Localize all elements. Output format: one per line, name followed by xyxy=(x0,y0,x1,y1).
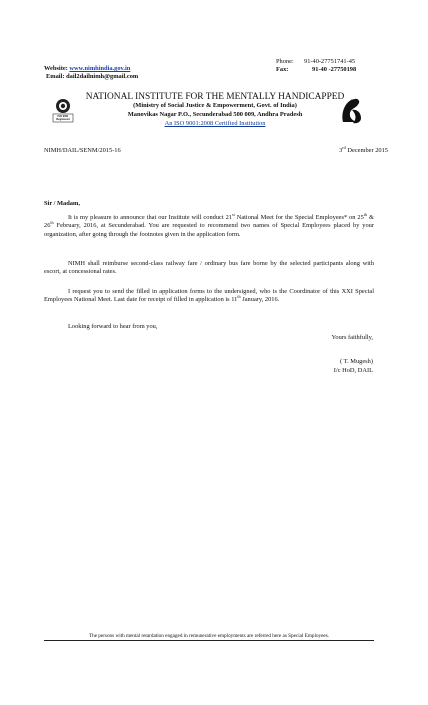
paragraph-2: NIMH shall reimburse second-class railway fare / ordinary bus fare borne by the selected participants along with escort, at concessional rates. xyxy=(44,260,374,276)
p1-b: National Meet for the Special Employees* on 25 xyxy=(234,214,364,221)
email-value: dail2dailnimh@gmail.com xyxy=(66,73,139,80)
date-suffix: rd xyxy=(342,144,346,150)
ministry-line: (Ministry of Social Justice & Empowerment, Govt. of India) xyxy=(133,102,297,109)
contact-block-left xyxy=(44,65,244,81)
phone-value: 91-40-27751741-45 xyxy=(304,58,356,65)
footnote: The persons with mental retardation engaged in remunerative employments are referred here as Special Employees. xyxy=(88,633,330,639)
paragraph-3 xyxy=(44,288,374,305)
p1-c: & 26 xyxy=(44,214,374,230)
signatory-name: ( T. Mugesh) xyxy=(340,358,373,365)
fax-row xyxy=(276,66,416,74)
email-label: Email: xyxy=(46,73,65,80)
footnote-divider xyxy=(44,640,374,641)
p3-sup: th xyxy=(237,294,241,300)
p1-a: It is my pleasure to announce that our Institute will conduct 21 xyxy=(68,214,232,221)
reference-number: NIMH/DAIL/SENM/2015-16 xyxy=(44,147,121,154)
p3-b: January, 2016. xyxy=(240,296,280,304)
p1-sup1: st xyxy=(231,211,235,217)
address-line: Manovikas Nagar P.O., Secunderabad 500 009, Andhra Pradesh xyxy=(127,111,303,118)
signatory-title: I/c HoD, DAIL xyxy=(333,367,373,374)
date-rest: December 2015 xyxy=(345,147,388,154)
p3-a: I request you to send the filled in application forms to the undersigned, who is the Coordinator of this XXI Special Employees National Meet. Last date for receipt of filled in application is 11 xyxy=(44,288,374,304)
paragraph-4: Looking forward to hear from you, xyxy=(68,323,158,330)
fax-value: 91-40 -27750198 xyxy=(312,66,357,73)
closing: Yours faithfully, xyxy=(331,334,373,341)
p1-sup3: th xyxy=(50,220,54,226)
institution-name: NATIONAL INSTITUTE FOR THE MENTALLY HANDICAPPED xyxy=(85,92,345,102)
website-link[interactable]: www.nimhindia.gov.in xyxy=(69,65,131,72)
logo-caption-top: ISO 9001 xyxy=(57,114,69,118)
email-row xyxy=(46,73,244,81)
website-label: Website: xyxy=(44,65,68,72)
iso-certification: An ISO 9001:2008 Certified Institution xyxy=(164,120,266,127)
paragraph-1 xyxy=(44,211,374,239)
contact-block-right xyxy=(276,58,416,74)
salutation: Sir / Madam, xyxy=(44,200,80,207)
logo-caption-bottom: Registered xyxy=(56,117,70,121)
phone-label: Phone: xyxy=(276,58,294,65)
letter-date xyxy=(298,144,388,155)
phone-row xyxy=(276,58,416,66)
fax-label: Fax: xyxy=(276,66,289,73)
date-day: 3 xyxy=(339,147,343,154)
website-row xyxy=(44,65,244,73)
p1-sup2: th xyxy=(363,211,368,217)
p1-d: February, 2016, at Secunderabad. You are requested to recommend two names of Special Employees placed by your organization, after going through the footnotes given in the application form. xyxy=(44,222,374,238)
